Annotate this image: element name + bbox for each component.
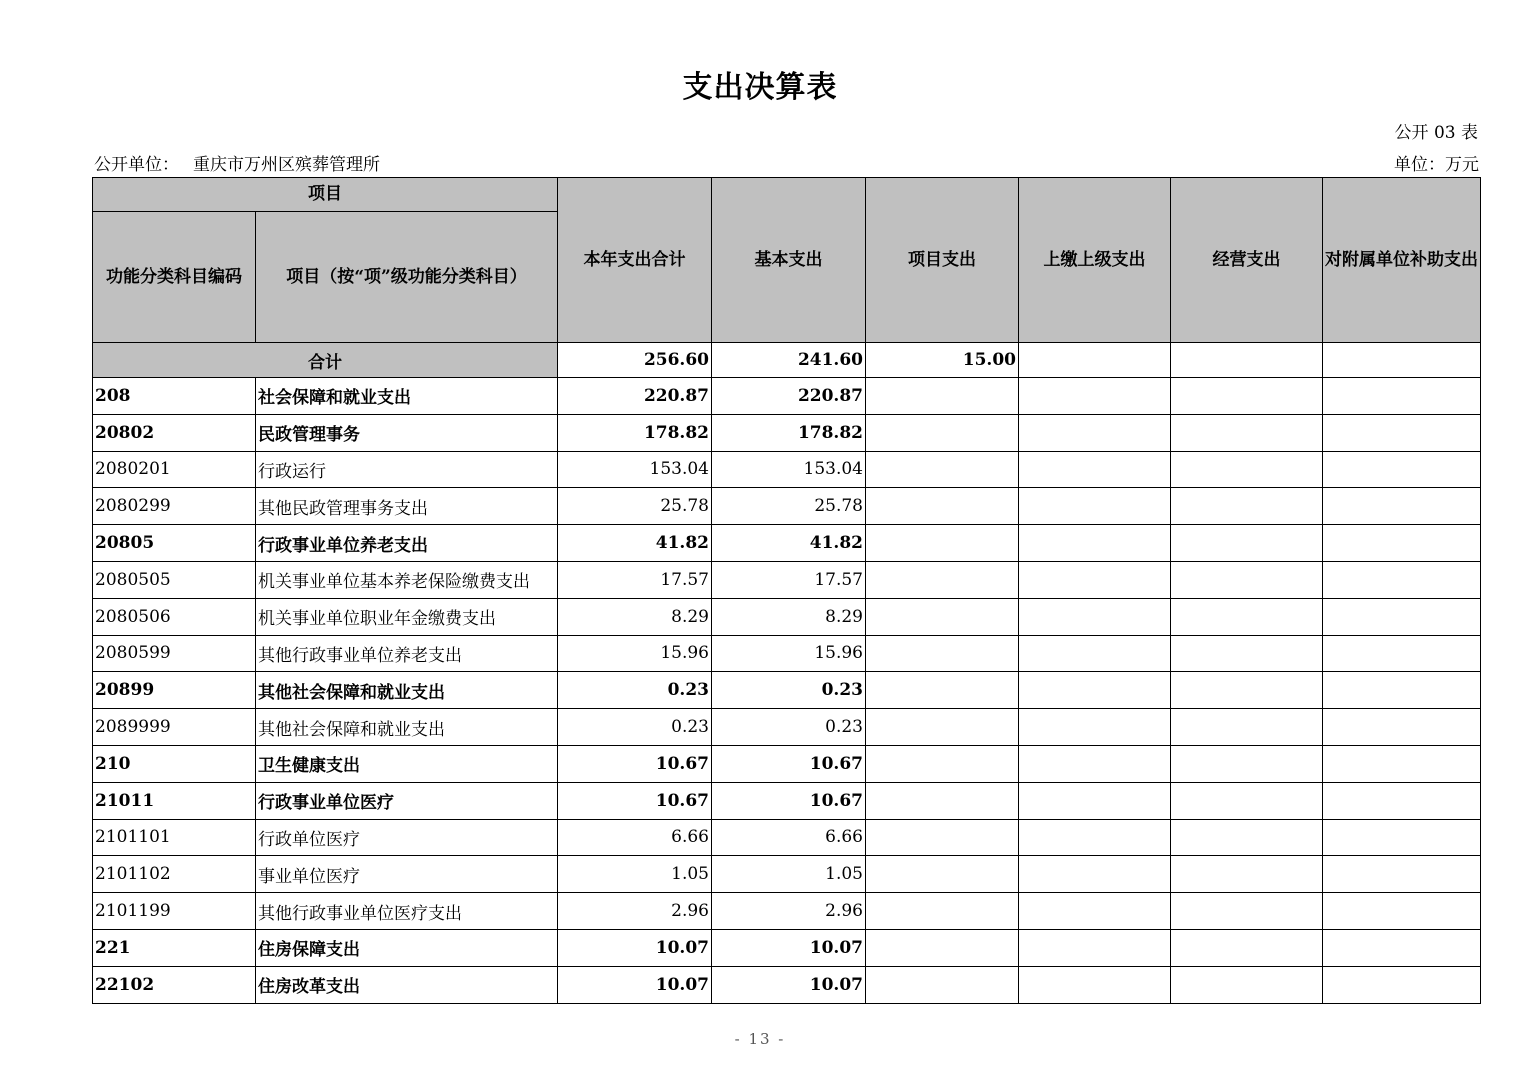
row-subsidy (1323, 782, 1481, 819)
total-row (93, 343, 1481, 378)
row-code: 2101101 (93, 819, 256, 856)
row-business (1171, 414, 1323, 451)
row-name: 其他行政事业单位医疗支出 (256, 893, 558, 930)
row-business (1171, 745, 1323, 782)
row-subsidy (1323, 893, 1481, 930)
header-upper: 上缴上级支出 (1019, 178, 1171, 343)
row-project (866, 672, 1019, 709)
row-code: 2089999 (93, 709, 256, 746)
row-code: 221 (93, 929, 256, 966)
row-basic: 10.07 (712, 966, 866, 1003)
row-total: 10.07 (558, 966, 712, 1003)
total-subsidy (1323, 343, 1481, 378)
row-basic: 2.96 (712, 893, 866, 930)
row-business (1171, 488, 1323, 525)
row-name: 机关事业单位职业年金缴费支出 (256, 598, 558, 635)
row-total: 178.82 (558, 414, 712, 451)
row-subsidy (1323, 488, 1481, 525)
row-code: 2080201 (93, 451, 256, 488)
row-name: 行政事业单位养老支出 (256, 525, 558, 562)
row-total: 10.67 (558, 782, 712, 819)
row-basic: 8.29 (712, 598, 866, 635)
row-code: 2101199 (93, 893, 256, 930)
row-total: 15.96 (558, 635, 712, 672)
row-subsidy (1323, 709, 1481, 746)
row-code: 208 (93, 378, 256, 415)
row-name: 事业单位医疗 (256, 856, 558, 893)
row-upper (1019, 525, 1171, 562)
row-upper (1019, 929, 1171, 966)
publishing-unit (94, 150, 380, 175)
org-name: 重庆市万州区殡葬管理所 (193, 155, 380, 175)
row-total: 0.23 (558, 709, 712, 746)
row-name: 民政管理事务 (256, 414, 558, 451)
table-row (93, 561, 1481, 598)
row-code: 210 (93, 745, 256, 782)
total-total: 256.60 (558, 343, 712, 378)
row-project (866, 856, 1019, 893)
row-subsidy (1323, 819, 1481, 856)
row-code: 20899 (93, 672, 256, 709)
row-subsidy (1323, 414, 1481, 451)
row-business (1171, 819, 1323, 856)
header-project: 项目支出 (866, 178, 1019, 343)
row-business (1171, 525, 1323, 562)
row-name: 其他民政管理事务支出 (256, 488, 558, 525)
row-project (866, 525, 1019, 562)
row-project (866, 561, 1019, 598)
row-total: 2.96 (558, 893, 712, 930)
row-business (1171, 672, 1323, 709)
row-basic: 41.82 (712, 525, 866, 562)
table-row (93, 893, 1481, 930)
row-code: 22102 (93, 966, 256, 1003)
row-code: 2080505 (93, 561, 256, 598)
row-name: 住房保障支出 (256, 929, 558, 966)
row-basic: 17.57 (712, 561, 866, 598)
header-item: 项目 (93, 178, 558, 212)
row-subsidy (1323, 561, 1481, 598)
table-row (93, 378, 1481, 415)
header-business: 经营支出 (1171, 178, 1323, 343)
row-upper (1019, 966, 1171, 1003)
row-basic: 25.78 (712, 488, 866, 525)
row-code: 2080299 (93, 488, 256, 525)
row-total: 1.05 (558, 856, 712, 893)
row-name: 住房改革支出 (256, 966, 558, 1003)
total-project: 15.00 (866, 343, 1019, 378)
row-business (1171, 451, 1323, 488)
row-upper (1019, 819, 1171, 856)
row-basic: 178.82 (712, 414, 866, 451)
row-total: 41.82 (558, 525, 712, 562)
row-name: 行政单位医疗 (256, 819, 558, 856)
row-project (866, 893, 1019, 930)
row-upper (1019, 561, 1171, 598)
row-name: 社会保障和就业支出 (256, 378, 558, 415)
total-label: 合计 (93, 343, 558, 378)
table-row (93, 672, 1481, 709)
row-name: 行政事业单位医疗 (256, 782, 558, 819)
row-project (866, 745, 1019, 782)
row-subsidy (1323, 451, 1481, 488)
row-subsidy (1323, 598, 1481, 635)
table-body (93, 343, 1481, 1004)
row-upper (1019, 893, 1171, 930)
row-project (866, 488, 1019, 525)
row-total: 220.87 (558, 378, 712, 415)
row-project (866, 598, 1019, 635)
total-upper (1019, 343, 1171, 378)
row-basic: 6.66 (712, 819, 866, 856)
row-upper (1019, 378, 1171, 415)
row-upper (1019, 782, 1171, 819)
row-subsidy (1323, 378, 1481, 415)
row-business (1171, 782, 1323, 819)
row-name: 其他社会保障和就业支出 (256, 709, 558, 746)
table-row (93, 635, 1481, 672)
row-subsidy (1323, 672, 1481, 709)
row-project (866, 782, 1019, 819)
header-basic: 基本支出 (712, 178, 866, 343)
table-row (93, 451, 1481, 488)
row-basic: 10.07 (712, 929, 866, 966)
row-project (866, 709, 1019, 746)
row-total: 0.23 (558, 672, 712, 709)
row-name: 其他社会保障和就业支出 (256, 672, 558, 709)
table-row (93, 819, 1481, 856)
row-basic: 220.87 (712, 378, 866, 415)
row-upper (1019, 451, 1171, 488)
row-project (866, 966, 1019, 1003)
total-business (1171, 343, 1323, 378)
row-name: 卫生健康支出 (256, 745, 558, 782)
row-code: 2080506 (93, 598, 256, 635)
row-name: 行政运行 (256, 451, 558, 488)
row-subsidy (1323, 929, 1481, 966)
row-name: 机关事业单位基本养老保险缴费支出 (256, 561, 558, 598)
row-upper (1019, 635, 1171, 672)
row-basic: 10.67 (712, 745, 866, 782)
table-row (93, 598, 1481, 635)
row-upper (1019, 488, 1171, 525)
row-business (1171, 598, 1323, 635)
total-basic: 241.60 (712, 343, 866, 378)
row-upper (1019, 672, 1171, 709)
row-code: 21011 (93, 782, 256, 819)
row-total: 153.04 (558, 451, 712, 488)
row-upper (1019, 745, 1171, 782)
row-basic: 15.96 (712, 635, 866, 672)
unit-info-row (94, 150, 1479, 174)
row-total: 6.66 (558, 819, 712, 856)
page-number: - 13 - (734, 1030, 786, 1048)
table-row (93, 709, 1481, 746)
row-code: 20802 (93, 414, 256, 451)
row-subsidy (1323, 745, 1481, 782)
table-row (93, 525, 1481, 562)
header-subsidy: 对附属单位补助支出 (1323, 178, 1481, 343)
row-total: 8.29 (558, 598, 712, 635)
page-title: 支出决算表 (682, 70, 838, 105)
row-basic: 0.23 (712, 672, 866, 709)
row-business (1171, 709, 1323, 746)
row-project (866, 414, 1019, 451)
row-name: 其他行政事业单位养老支出 (256, 635, 558, 672)
unit-label: 公开单位： (94, 155, 179, 175)
form-number: 公开 03 表 (1394, 123, 1478, 143)
row-business (1171, 966, 1323, 1003)
row-code: 2080599 (93, 635, 256, 672)
row-total: 17.57 (558, 561, 712, 598)
table-row (93, 414, 1481, 451)
table-row (93, 856, 1481, 893)
row-project (866, 378, 1019, 415)
row-business (1171, 635, 1323, 672)
row-basic: 10.67 (712, 782, 866, 819)
table-row (93, 782, 1481, 819)
row-total: 10.07 (558, 929, 712, 966)
table-row (93, 488, 1481, 525)
table-row (93, 929, 1481, 966)
row-upper (1019, 414, 1171, 451)
row-upper (1019, 598, 1171, 635)
table-row (93, 966, 1481, 1003)
currency-unit: 单位：万元 (1394, 155, 1479, 175)
row-basic: 153.04 (712, 451, 866, 488)
expenditure-table (92, 177, 1481, 1004)
row-subsidy (1323, 635, 1481, 672)
row-total: 10.67 (558, 745, 712, 782)
row-subsidy (1323, 966, 1481, 1003)
row-business (1171, 561, 1323, 598)
row-code: 2101102 (93, 856, 256, 893)
row-basic: 0.23 (712, 709, 866, 746)
row-project (866, 635, 1019, 672)
row-business (1171, 856, 1323, 893)
row-upper (1019, 709, 1171, 746)
row-business (1171, 929, 1323, 966)
table-row (93, 745, 1481, 782)
header-total: 本年支出合计 (558, 178, 712, 343)
row-total: 25.78 (558, 488, 712, 525)
row-business (1171, 893, 1323, 930)
row-subsidy (1323, 525, 1481, 562)
row-basic: 1.05 (712, 856, 866, 893)
header-name: 项目（按“项”级功能分类科目） (256, 212, 558, 343)
row-project (866, 929, 1019, 966)
row-subsidy (1323, 856, 1481, 893)
row-upper (1019, 856, 1171, 893)
row-code: 20805 (93, 525, 256, 562)
header-code: 功能分类科目编码 (93, 212, 256, 343)
row-business (1171, 378, 1323, 415)
row-project (866, 819, 1019, 856)
row-project (866, 451, 1019, 488)
